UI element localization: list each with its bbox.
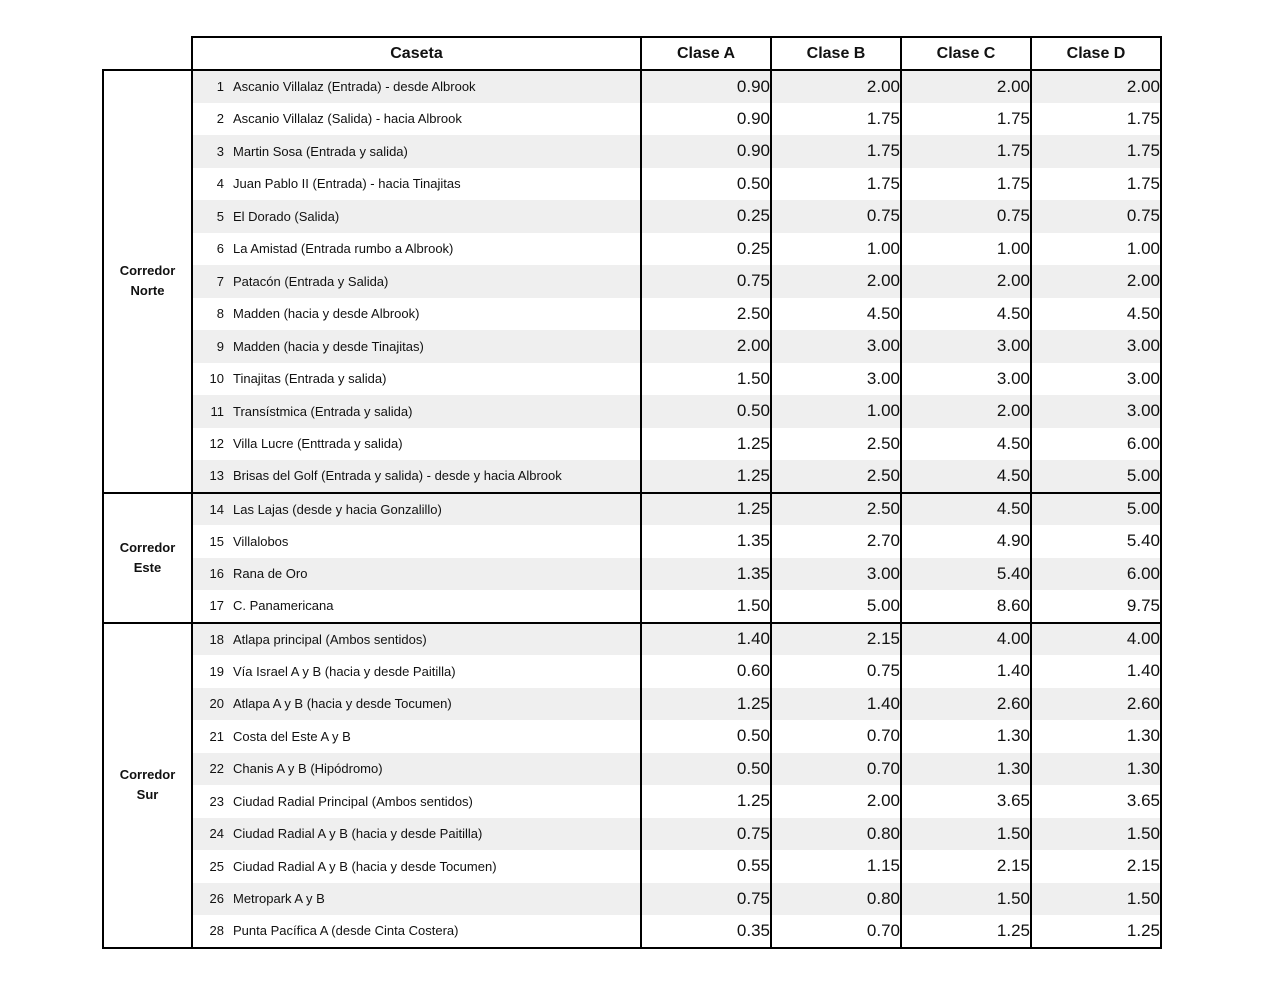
caseta-cell	[192, 428, 641, 461]
rate-clase-c: 0.75	[901, 200, 1031, 233]
caseta-name: Villalobos	[233, 533, 289, 549]
rate-clase-a: 0.90	[641, 103, 771, 136]
rate-clase-c: 4.50	[901, 493, 1031, 526]
caseta-number: 16	[209, 566, 224, 582]
table-row	[103, 558, 1161, 591]
rate-clase-a: 0.25	[641, 233, 771, 266]
rate-clase-a: 0.50	[641, 753, 771, 786]
table-row	[103, 720, 1161, 753]
rate-clase-b: 0.75	[771, 200, 901, 233]
caseta-cell	[192, 915, 641, 948]
rate-clase-d: 6.00	[1031, 558, 1161, 591]
caseta-name: Martin Sosa (Entrada y salida)	[233, 143, 408, 159]
caseta-cell	[192, 395, 641, 428]
caseta-name: Tinajitas (Entrada y salida)	[233, 371, 387, 387]
rate-clase-a: 0.50	[641, 395, 771, 428]
table-row	[103, 688, 1161, 721]
rate-clase-a: 1.25	[641, 493, 771, 526]
caseta-name: Rana de Oro	[233, 566, 308, 582]
rate-clase-a: 2.50	[641, 298, 771, 331]
rate-clase-b: 4.50	[771, 298, 901, 331]
corridor-label-line: Sur	[136, 787, 159, 802]
caseta-number: 21	[209, 728, 224, 744]
rate-clase-c: 4.50	[901, 460, 1031, 493]
caseta-number: 3	[216, 143, 224, 159]
caseta-name: Atlapa principal (Ambos sentidos)	[233, 631, 427, 647]
caseta-cell	[192, 460, 641, 493]
rate-clase-b: 2.00	[771, 785, 901, 818]
rate-clase-b: 2.70	[771, 525, 901, 558]
caseta-name: Villa Lucre (Enttrada y salida)	[233, 436, 403, 452]
caseta-cell	[192, 103, 641, 136]
corridor-label	[103, 623, 192, 948]
caseta-number: 4	[216, 176, 224, 192]
rate-clase-d: 3.65	[1031, 785, 1161, 818]
rate-clase-d: 6.00	[1031, 428, 1161, 461]
rate-clase-c: 1.40	[901, 655, 1031, 688]
rate-clase-d: 2.15	[1031, 850, 1161, 883]
caseta-cell	[192, 233, 641, 266]
caseta-name: Vía Israel A y B (hacia y desde Paitilla)	[233, 663, 456, 679]
rate-clase-b: 3.00	[771, 330, 901, 363]
rate-clase-d: 2.60	[1031, 688, 1161, 721]
rate-clase-a: 2.00	[641, 330, 771, 363]
rate-clase-c: 5.40	[901, 558, 1031, 591]
caseta-number: 24	[209, 826, 224, 842]
caseta-name: Las Lajas (desde y hacia Gonzalillo)	[233, 501, 442, 517]
rate-clase-a: 0.75	[641, 265, 771, 298]
rate-clase-d: 1.50	[1031, 883, 1161, 916]
rate-clase-b: 2.00	[771, 70, 901, 103]
caseta-cell	[192, 720, 641, 753]
caseta-name: Ascanio Villalaz (Salida) - hacia Albrook	[233, 111, 462, 127]
header-row	[103, 37, 1161, 70]
rate-clase-a: 0.25	[641, 200, 771, 233]
rate-clase-d: 1.75	[1031, 168, 1161, 201]
table-row	[103, 590, 1161, 623]
caseta-number: 13	[209, 468, 224, 484]
rate-clase-a: 0.60	[641, 655, 771, 688]
table-row	[103, 428, 1161, 461]
rate-clase-c: 3.65	[901, 785, 1031, 818]
rate-clase-b: 1.75	[771, 135, 901, 168]
corridor-label-line: Corredor	[119, 767, 176, 782]
rate-clase-d: 5.00	[1031, 493, 1161, 526]
rate-clase-a: 1.50	[641, 590, 771, 623]
caseta-number: 5	[216, 208, 224, 224]
caseta-name: Patacón (Entrada y Salida)	[233, 273, 389, 289]
table-row	[103, 168, 1161, 201]
caseta-number: 10	[209, 371, 224, 387]
rate-clase-d: 1.30	[1031, 753, 1161, 786]
rate-clase-d: 1.75	[1031, 103, 1161, 136]
rate-clase-a: 0.90	[641, 70, 771, 103]
caseta-cell	[192, 785, 641, 818]
caseta-name: Ciudad Radial A y B (hacia y desde Paitilla)	[233, 826, 483, 842]
rate-clase-a: 1.35	[641, 525, 771, 558]
rate-clase-b: 0.80	[771, 818, 901, 851]
caseta-number: 12	[209, 436, 224, 452]
rate-clase-c: 4.50	[901, 428, 1031, 461]
rate-clase-c: 1.30	[901, 720, 1031, 753]
rate-clase-b: 5.00	[771, 590, 901, 623]
rate-clase-a: 0.55	[641, 850, 771, 883]
caseta-cell	[192, 850, 641, 883]
rate-clase-a: 1.35	[641, 558, 771, 591]
caseta-cell	[192, 330, 641, 363]
table-row	[103, 525, 1161, 558]
rate-clase-d: 1.25	[1031, 915, 1161, 948]
rate-clase-b: 2.50	[771, 428, 901, 461]
rate-clase-d: 5.00	[1031, 460, 1161, 493]
table-row	[103, 330, 1161, 363]
header-caseta: Caseta	[192, 37, 641, 70]
caseta-number: 28	[209, 923, 224, 939]
rate-clase-d: 1.50	[1031, 818, 1161, 851]
table-row	[103, 395, 1161, 428]
table-row	[103, 460, 1161, 493]
caseta-name: Brisas del Golf (Entrada y salida) - desde y hacia Albrook	[233, 468, 562, 484]
caseta-number: 25	[209, 858, 224, 874]
caseta-cell	[192, 655, 641, 688]
rate-clase-d: 4.50	[1031, 298, 1161, 331]
table-row	[103, 233, 1161, 266]
caseta-name: Madden (hacia y desde Albrook)	[233, 306, 420, 322]
caseta-name: Juan Pablo II (Entrada) - hacia Tinajitas	[233, 176, 461, 192]
caseta-number: 1	[216, 79, 224, 95]
rate-clase-a: 0.90	[641, 135, 771, 168]
caseta-cell	[192, 200, 641, 233]
caseta-number: 8	[216, 306, 224, 322]
rate-clase-c: 1.75	[901, 103, 1031, 136]
caseta-cell	[192, 688, 641, 721]
corridor-label-line: Norte	[130, 283, 165, 299]
rate-clase-d: 5.40	[1031, 525, 1161, 558]
caseta-name: Punta Pacífica A (desde Cinta Costera)	[233, 923, 459, 939]
caseta-number: 18	[209, 631, 224, 647]
rate-clase-c: 2.15	[901, 850, 1031, 883]
table-body	[103, 70, 1161, 948]
caseta-name: Madden (hacia y desde Tinajitas)	[233, 338, 424, 354]
rate-clase-a: 0.75	[641, 883, 771, 916]
header-blank-cell	[103, 37, 192, 70]
caseta-number: 7	[216, 273, 224, 289]
rate-clase-b: 0.70	[771, 753, 901, 786]
table-row	[103, 363, 1161, 396]
rate-clase-c: 1.30	[901, 753, 1031, 786]
toll-rates-table	[102, 36, 1162, 949]
table-row	[103, 200, 1161, 233]
table-row	[103, 883, 1161, 916]
caseta-number: 22	[209, 761, 224, 777]
rate-clase-a: 0.50	[641, 168, 771, 201]
table-row	[103, 785, 1161, 818]
caseta-number: 19	[209, 663, 224, 679]
caseta-name: Ciudad Radial Principal (Ambos sentidos)	[233, 793, 473, 809]
caseta-cell	[192, 135, 641, 168]
rate-clase-d: 4.00	[1031, 623, 1161, 656]
table-row	[103, 915, 1161, 948]
table-row	[103, 265, 1161, 298]
rate-clase-b: 1.15	[771, 850, 901, 883]
rate-clase-c: 1.50	[901, 883, 1031, 916]
rate-clase-b: 0.75	[771, 655, 901, 688]
caseta-number: 17	[209, 598, 224, 614]
rate-clase-c: 1.75	[901, 168, 1031, 201]
caseta-cell	[192, 298, 641, 331]
rate-clase-d: 1.75	[1031, 135, 1161, 168]
caseta-name: Chanis A y B (Hipódromo)	[233, 761, 383, 777]
header-clase-b: Clase B	[771, 37, 901, 70]
rate-clase-b: 0.80	[771, 883, 901, 916]
corridor-label-line: Corredor	[119, 539, 176, 555]
caseta-cell	[192, 363, 641, 396]
rate-clase-b: 1.75	[771, 168, 901, 201]
rate-clase-d: 1.40	[1031, 655, 1161, 688]
caseta-cell	[192, 265, 641, 298]
caseta-name: El Dorado (Salida)	[233, 208, 340, 224]
caseta-number: 26	[209, 891, 224, 907]
rate-clase-d: 2.00	[1031, 265, 1161, 298]
rate-clase-d: 3.00	[1031, 395, 1161, 428]
rate-clase-b: 0.70	[771, 720, 901, 753]
caseta-name: Ascanio Villalaz (Entrada) - desde Albrook	[233, 79, 476, 95]
header-clase-d: Clase D	[1031, 37, 1161, 70]
rate-clase-d: 3.00	[1031, 330, 1161, 363]
corridor-label	[103, 493, 192, 623]
rate-clase-a: 1.25	[641, 428, 771, 461]
rate-clase-b: 2.00	[771, 265, 901, 298]
rate-clase-d: 2.00	[1031, 70, 1161, 103]
table-row	[103, 493, 1161, 526]
caseta-name: Metropark A y B	[233, 891, 325, 907]
caseta-cell	[192, 883, 641, 916]
corridor-label-line: Corredor	[119, 263, 176, 279]
rate-clase-b: 2.50	[771, 493, 901, 526]
rate-clase-c: 2.00	[901, 395, 1031, 428]
caseta-name: Atlapa A y B (hacia y desde Tocumen)	[233, 696, 452, 712]
table-row	[103, 753, 1161, 786]
caseta-name: La Amistad (Entrada rumbo a Albrook)	[233, 241, 454, 257]
table-row	[103, 135, 1161, 168]
caseta-number: 9	[216, 338, 224, 354]
rate-clase-b: 2.50	[771, 460, 901, 493]
caseta-number: 14	[209, 501, 224, 517]
table-row	[103, 655, 1161, 688]
caseta-number: 23	[209, 793, 224, 809]
rate-clase-a: 0.50	[641, 720, 771, 753]
rate-clase-c: 2.00	[901, 265, 1031, 298]
rate-clase-d: 3.00	[1031, 363, 1161, 396]
rate-clase-c: 1.75	[901, 135, 1031, 168]
rate-clase-b: 2.15	[771, 623, 901, 656]
rate-clase-c: 4.00	[901, 623, 1031, 656]
table-row	[103, 298, 1161, 331]
rate-clase-b: 0.70	[771, 915, 901, 948]
rate-clase-a: 1.25	[641, 460, 771, 493]
rate-clase-a: 1.25	[641, 785, 771, 818]
rate-clase-d: 1.30	[1031, 720, 1161, 753]
table-row	[103, 623, 1161, 656]
table-row	[103, 103, 1161, 136]
caseta-cell	[192, 168, 641, 201]
caseta-cell	[192, 558, 641, 591]
caseta-name: Costa del Este A y B	[233, 728, 351, 744]
caseta-cell	[192, 753, 641, 786]
caseta-number: 2	[216, 111, 224, 127]
rate-clase-b: 1.00	[771, 233, 901, 266]
rate-clase-a: 0.75	[641, 818, 771, 851]
caseta-cell	[192, 623, 641, 656]
caseta-name: Ciudad Radial A y B (hacia y desde Tocumen)	[233, 858, 497, 874]
rate-clase-a: 0.35	[641, 915, 771, 948]
rate-clase-a: 1.40	[641, 623, 771, 656]
caseta-cell	[192, 525, 641, 558]
caseta-name: Transístmica (Entrada y salida)	[233, 403, 413, 419]
rate-clase-c: 4.50	[901, 298, 1031, 331]
table-row	[103, 70, 1161, 103]
rate-clase-c: 8.60	[901, 590, 1031, 623]
table-row	[103, 850, 1161, 883]
header-clase-a: Clase A	[641, 37, 771, 70]
caseta-number: 11	[210, 403, 224, 419]
rate-clase-c: 1.25	[901, 915, 1031, 948]
header-clase-c: Clase C	[901, 37, 1031, 70]
rate-clase-a: 1.50	[641, 363, 771, 396]
rate-clase-b: 1.75	[771, 103, 901, 136]
caseta-cell	[192, 818, 641, 851]
caseta-number: 6	[216, 241, 224, 257]
caseta-name: C. Panamericana	[233, 598, 334, 614]
corridor-label	[103, 70, 192, 493]
rate-clase-b: 3.00	[771, 558, 901, 591]
caseta-number: 15	[209, 533, 224, 549]
rate-clase-c: 3.00	[901, 363, 1031, 396]
rate-clase-c: 4.90	[901, 525, 1031, 558]
rate-clase-c: 2.00	[901, 70, 1031, 103]
rate-clase-c: 1.50	[901, 818, 1031, 851]
rate-clase-b: 1.00	[771, 395, 901, 428]
rate-clase-d: 0.75	[1031, 200, 1161, 233]
rate-clase-b: 1.40	[771, 688, 901, 721]
rate-clase-d: 1.00	[1031, 233, 1161, 266]
rate-clase-d: 9.75	[1031, 590, 1161, 623]
rate-clase-c: 1.00	[901, 233, 1031, 266]
rate-clase-c: 3.00	[901, 330, 1031, 363]
rate-clase-c: 2.60	[901, 688, 1031, 721]
rate-clase-a: 1.25	[641, 688, 771, 721]
caseta-cell	[192, 590, 641, 623]
corridor-label-line: Este	[133, 559, 162, 575]
table-row	[103, 818, 1161, 851]
caseta-number: 20	[209, 696, 224, 712]
caseta-cell	[192, 493, 641, 526]
rate-clase-b: 3.00	[771, 363, 901, 396]
caseta-cell	[192, 70, 641, 103]
